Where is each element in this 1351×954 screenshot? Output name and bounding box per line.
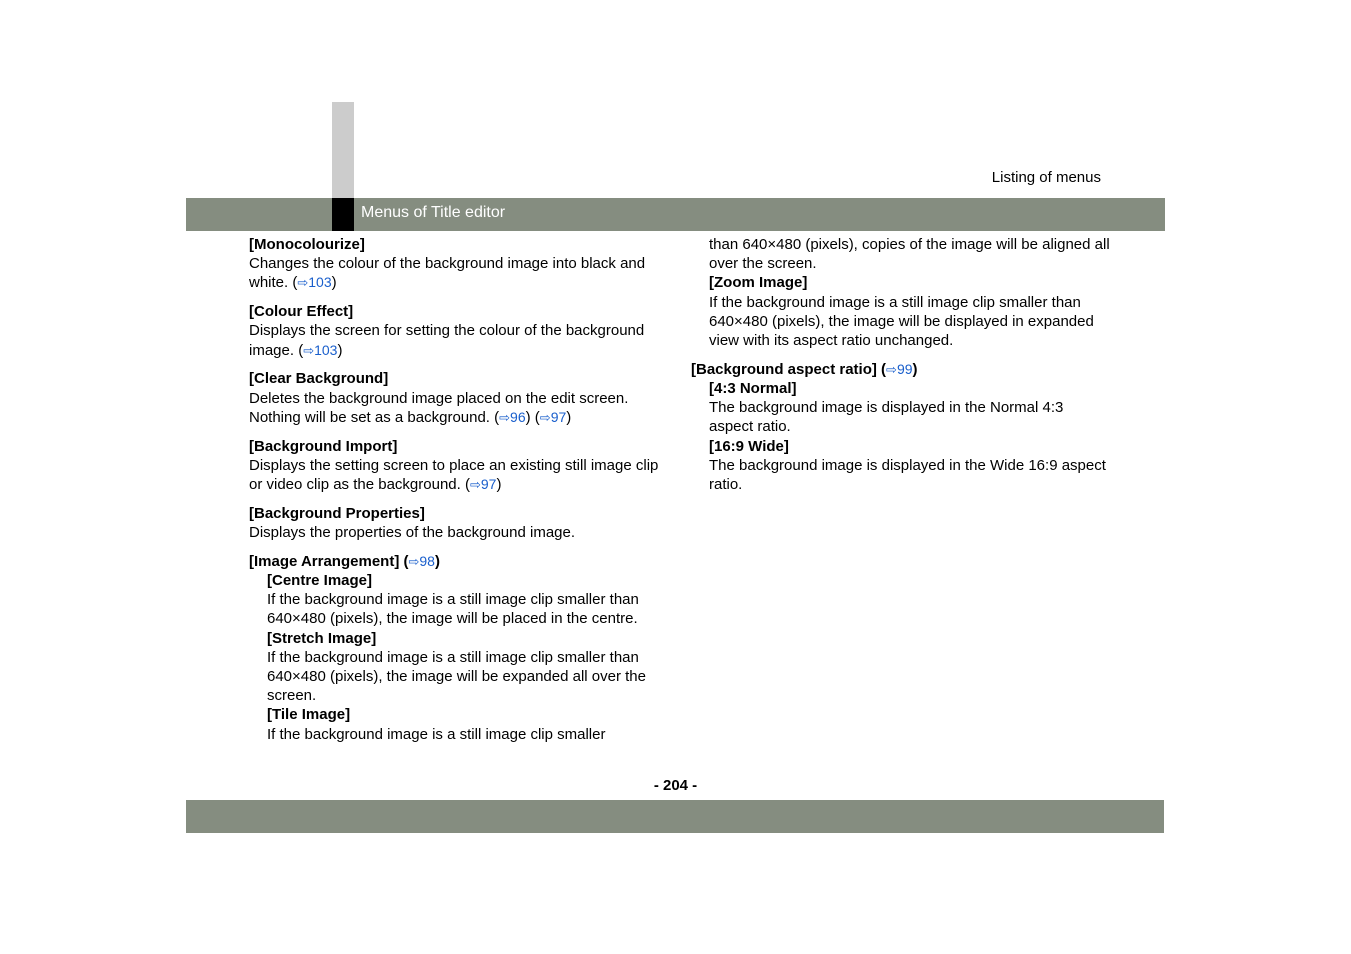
entry-colour-effect [249, 302, 669, 360]
page-link-99[interactable]: ⇨99 [886, 361, 912, 377]
sub-entry-title: [16:9 Wide] [709, 437, 789, 455]
arrow-right-icon: ⇨ [499, 409, 511, 425]
page-link-97[interactable]: ⇨97 [540, 409, 566, 425]
sub-entry-title: [Tile Image] [267, 706, 351, 724]
chapter-title: Menus of Title editor [361, 204, 506, 221]
entry-background-aspect-ratio [691, 360, 1111, 494]
right-column [691, 235, 1111, 494]
entry-background-properties [249, 504, 669, 542]
sub-entry-tile-image [267, 705, 669, 743]
page-link-97[interactable]: ⇨97 [470, 476, 496, 492]
page-link-103[interactable]: ⇨103 [303, 342, 337, 358]
entry-title: [Image Arrangement] (⇨98) [249, 552, 440, 570]
sub-entry-description: The background image is displayed in the Normal 4:3 aspect ratio. [709, 399, 1064, 436]
sub-entry-tile-image-continued: than 640×480 (pixels), copies of the image will be aligned all over the screen. [709, 236, 1110, 273]
entry-title: [Background Import] [249, 437, 398, 455]
sub-entry-title: [Stretch Image] [267, 629, 377, 647]
sub-entry-centre-image [267, 571, 669, 629]
arrow-right-icon: ⇨ [539, 409, 551, 425]
entry-clear-background [249, 369, 669, 427]
entry-background-import [249, 437, 669, 495]
sub-entry-title: [4:3 Normal] [709, 380, 797, 398]
left-column [249, 235, 669, 744]
entry-description: Displays the setting screen to place an existing still image clip or video clip as the background. (⇨97) [249, 456, 659, 494]
entry-description: Deletes the background image placed on the edit screen. Nothing will be set as a background. (⇨96) (⇨97) [249, 389, 629, 426]
entry-monocolourize [249, 235, 669, 293]
entry-title: [Clear Background] [249, 370, 389, 388]
entry-description: Displays the properties of the background image. [249, 524, 576, 542]
entry-title: [Background aspect ratio] (⇨99) [691, 360, 918, 378]
entry-description: Displays the screen for setting the colour of the background image. (⇨103) [249, 322, 645, 359]
arrow-right-icon: ⇨ [297, 275, 309, 291]
arrow-right-icon: ⇨ [303, 342, 315, 358]
sub-entry-zoom-image [709, 273, 1111, 350]
sub-entry-description: If the background image is a still image clip smaller than 640×480 (pixels), the image will be placed in the centre. [267, 591, 639, 628]
sub-entry-16-9-wide [709, 437, 1111, 495]
sub-entry-4-3-normal [709, 379, 1111, 437]
page-link-96[interactable]: ⇨96 [499, 409, 525, 425]
arrow-right-icon: ⇨ [886, 361, 897, 377]
entry-title: [Background Properties] [249, 504, 425, 522]
sub-entry-title: [Centre Image] [267, 572, 373, 590]
entry-description: Changes the colour of the background image into black and white. (⇨103) [249, 255, 646, 292]
sub-entry-description: The background image is displayed in the Wide 16:9 aspect ratio. [709, 456, 1106, 494]
entry-image-arrangement [249, 552, 669, 744]
page-link-98[interactable]: ⇨98 [408, 553, 434, 569]
sub-entry-stretch-image [267, 629, 669, 706]
arrow-right-icon: ⇨ [469, 477, 481, 493]
page-number: - 204 - [653, 777, 698, 794]
header-black-tab [332, 198, 354, 231]
header-grey-tab [332, 102, 354, 198]
section-label: Listing of menus [991, 169, 1101, 186]
page-link-103[interactable]: ⇨103 [297, 274, 331, 290]
sub-entry-description: If the background image is a still image clip smaller than 640×480 (pixels), the image will be displayed in expanded view with its aspect ratio unchanged. [709, 293, 1094, 350]
entry-title: [Colour Effect] [249, 303, 354, 321]
sub-entry-description: If the background image is a still image clip smaller than 640×480 (pixels), the image will be expanded all over the screen. [267, 648, 646, 705]
sub-entry-description: If the background image is a still image clip smaller [267, 725, 606, 743]
footer-bar [186, 800, 1164, 833]
sub-entry-title: [Zoom Image] [709, 274, 808, 292]
entry-title: [Monocolourize] [249, 236, 365, 253]
arrow-right-icon: ⇨ [408, 553, 420, 569]
